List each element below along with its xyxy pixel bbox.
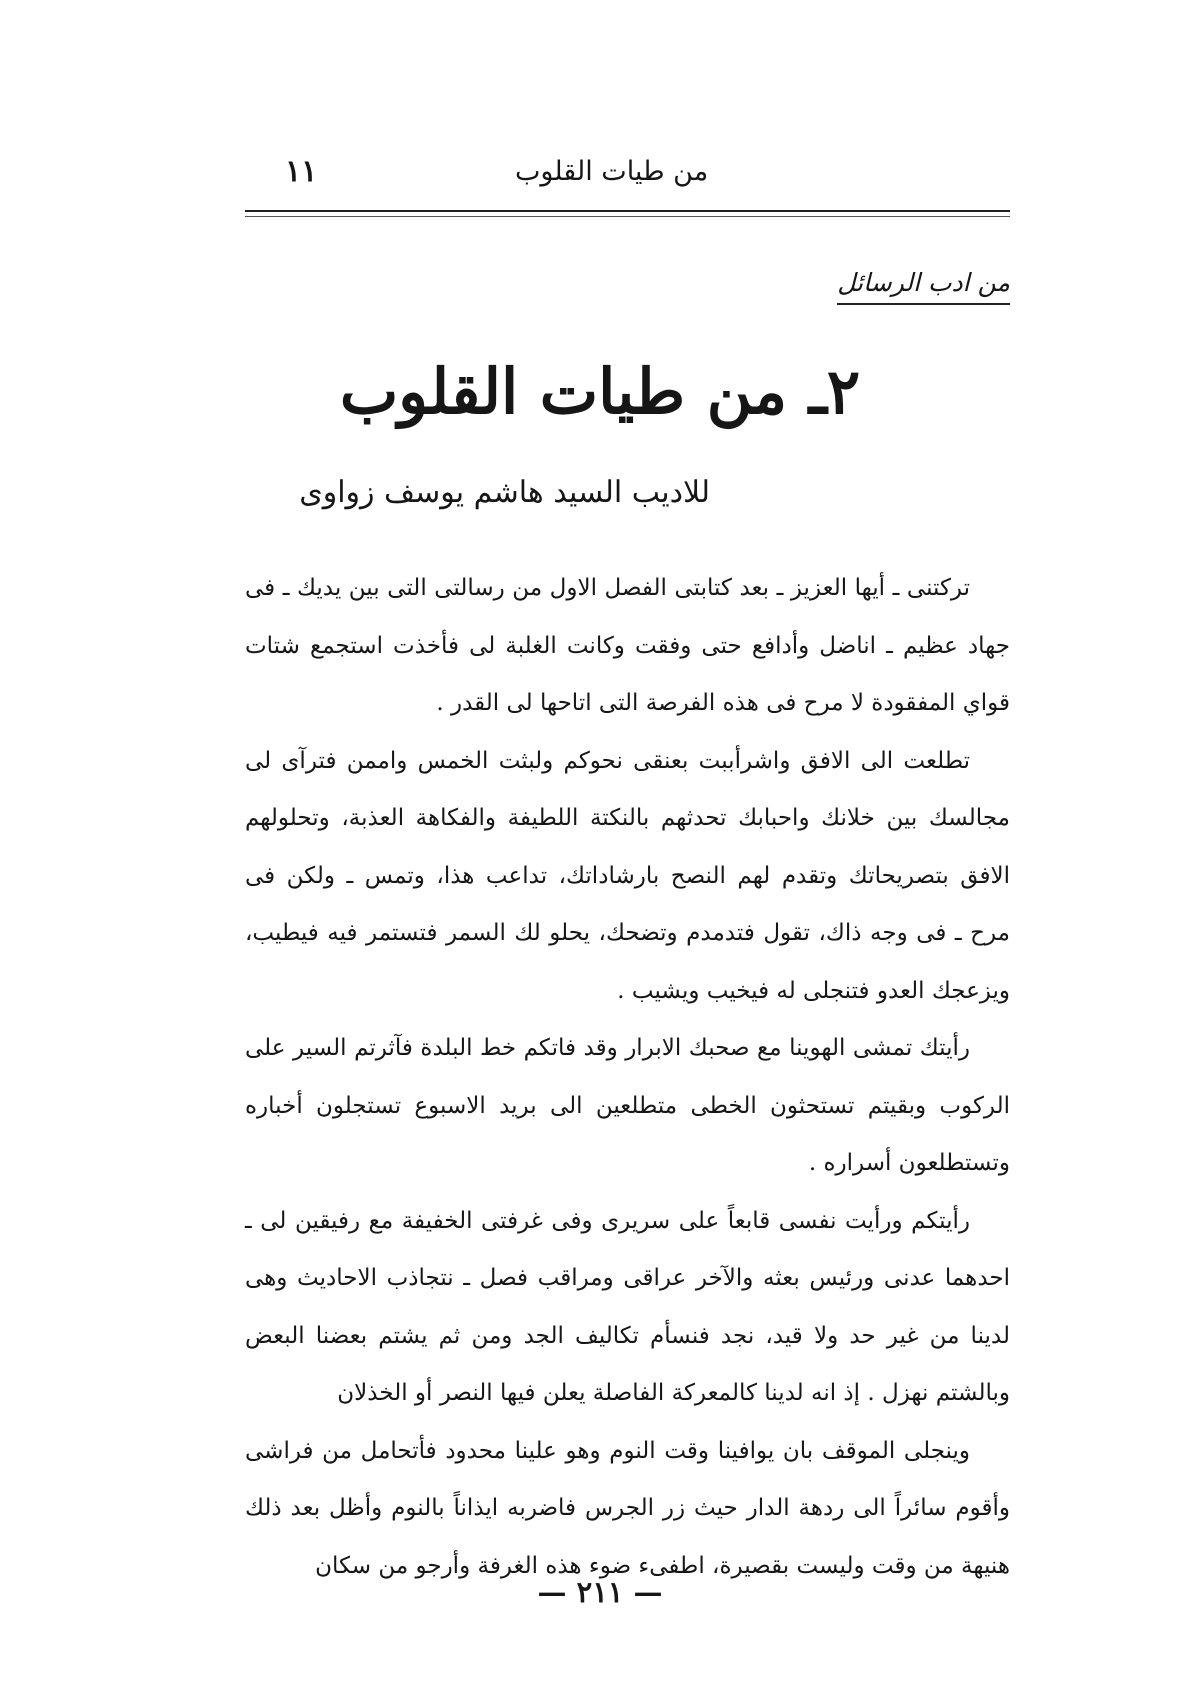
footer-page-number: — ٢١١ — [537, 1575, 663, 1609]
paragraph: تركتنى ـ أيها العزيز ـ بعد كتابتى الفصل الاول من رسالتى التى بين يديك ـ فى جهاد عظيم ـ اناضل وأدافع حتى وفقت وكانت الغلبة لى فأخذت استجمع شتات قواي المفقودة لا مرح فى هذه الفرصة التى اتاحها لى القدر . [245, 575, 1010, 716]
paragraph: وينجلى الموقف بان يوافينا وقت النوم وهو علينا محدود فأتحامل من فراشى وأقوم سائراً الى ردهة الدار حيث زر الجرس فاضربه ايذاناً بالنوم وأظل بعد ذلك هنيهة من وقت وليست بقصيرة، اطفىء ضوء هذه الغرفة وأرجو من سكان [245, 1437, 1010, 1579]
paragraph: تطلعت الى الافق واشرأببت بعنقى نحوكم ولبثت الخمس واممن فترآى لى مجالسك بين خلانك واحبابك تحدثهم بالنكتة اللطيفة والفكاهة العذبة، وتحلولهم الافق بتصريحاتك وتقدم لهم النصح بارشاداتك، تداعب هذا، وتمس ـ ولكن فى مرح ـ فى وجه ذاك، تقول فتدمدم وتضحك، يحلو لك السمر فتستمر فيه فيطيب، ويزعجك العدو فتنجلى له فيخيب ويشيب . [245, 747, 1010, 1004]
article-title: ٢ـ من طيات القلوب [339, 355, 861, 428]
running-header [245, 150, 1010, 200]
paragraph: رأيتكم ورأيت نفسى قابعاً على سريرى وفى غرفتى الخفيفة مع رفيقين لى ـ احدهما عدنى ورئيس بعثه والآخر عراقى ومراقب فصل ـ نتجاذب الاحاديث وهى لدينا من غير حد ولا قيد، نجد فنسأم تكاليف الجد ومن ثم يشتم بعضنا البعض وبالشتم نهزل . إذ انه لدينا كالمعركة الفاصلة يعلن فيها النصر أو الخذلان [245, 1207, 1010, 1406]
article-body [245, 560, 1010, 1595]
paragraph: رأيتك تمشى الهوينا مع صحبك الابرار وقد فاتكم خط البلدة فآثرتم السير على الركوب وبقيتم تستحثون الخطى متطلعين الى بريد الاسبوع تستجلون أخباره وتستطلعون أسراره . [245, 1035, 1010, 1176]
header-page-number: ١١ [285, 154, 318, 189]
article-byline: للاديب السيد هاشم يوسف زواوى [299, 475, 710, 510]
running-title: من طيات القلوب [515, 156, 709, 187]
header-rule [245, 210, 1010, 212]
section-label: من ادب الرسائل [837, 268, 1010, 305]
header-rule-thin [245, 216, 1010, 217]
